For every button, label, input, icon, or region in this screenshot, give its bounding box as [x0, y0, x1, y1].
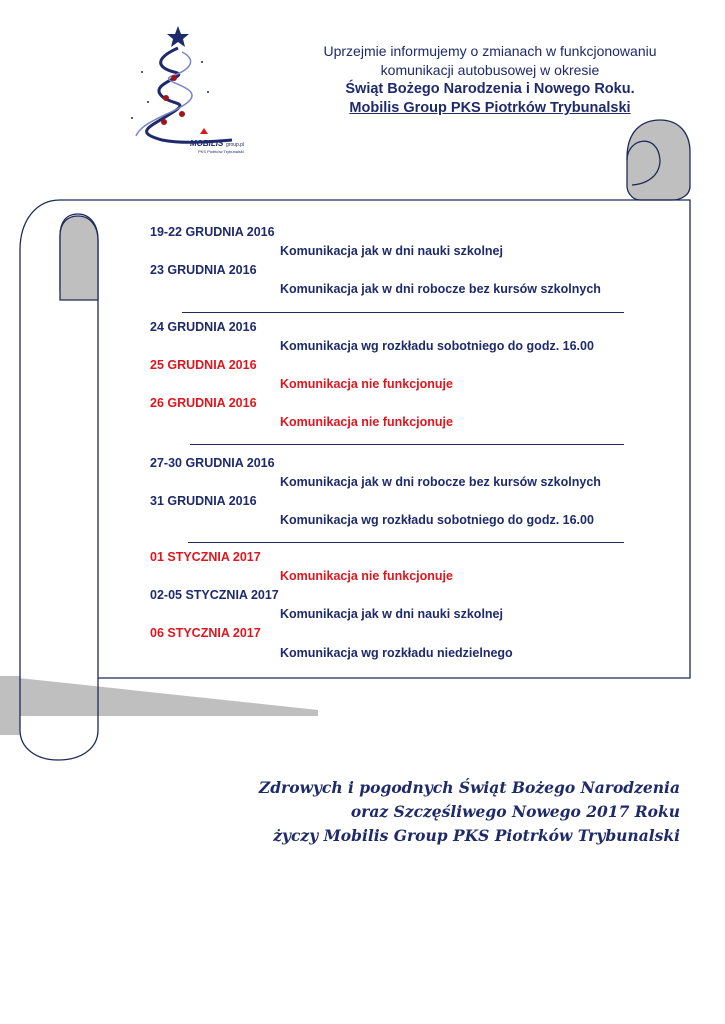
divider — [188, 542, 624, 543]
schedule-date: 27-30 GRUDNIA 2016 — [150, 456, 275, 470]
divider — [182, 312, 624, 313]
schedule-date: 25 GRUDNIA 2016 — [150, 358, 257, 372]
header-company-link[interactable]: Mobilis Group PKS Piotrków Trybunalski — [349, 100, 631, 116]
header-line-1: Uprzejmie informujemy o zmianach w funkcjonowaniu — [323, 43, 657, 59]
wishes-line-1: Zdrowych i pogodnych Świąt Bożego Narodzenia — [258, 778, 680, 797]
schedule-date: 31 GRUDNIA 2016 — [150, 494, 257, 508]
schedule-desc: Komunikacja wg rozkładu sobotniego do godz. 16.00 — [280, 513, 594, 527]
schedule-desc: Komunikacja wg rozkładu niedzielnego — [280, 646, 513, 660]
schedule-date: 01 STYCZNIA 2017 — [150, 550, 261, 564]
schedule-desc: Komunikacja wg rozkładu sobotniego do godz. 16.00 — [280, 339, 594, 353]
divider — [190, 444, 624, 445]
schedule-date: 23 GRUDNIA 2016 — [150, 263, 257, 277]
christmas-tree-icon — [112, 22, 262, 162]
schedule-date: 26 GRUDNIA 2016 — [150, 396, 257, 410]
schedule-desc: Komunikacja nie funkcjonuje — [280, 415, 453, 429]
scroll-shadow-bottom — [0, 676, 318, 716]
schedule-date: 24 GRUDNIA 2016 — [150, 320, 257, 334]
schedule-desc: Komunikacja jak w dni robocze bez kursów szkolnych — [280, 282, 601, 296]
schedule-date: 19-22 GRUDNIA 2016 — [150, 225, 275, 239]
schedule-desc: Komunikacja nie funkcjonuje — [280, 569, 453, 583]
header-line-2: komunikacji autobusowej w okresie — [380, 62, 600, 78]
holiday-wishes — [259, 776, 680, 848]
schedule-desc: Komunikacja jak w dni robocze bez kursów szkolnych — [280, 475, 601, 489]
scroll-shadow-left — [0, 676, 20, 735]
logo-suffix: group.pl — [226, 142, 245, 148]
schedule-desc: Komunikacja jak w dni nauki szkolnej — [280, 607, 503, 621]
logo-brand: MOBILIS — [190, 139, 224, 148]
header-line-3: Świąt Bożego Narodzenia i Nowego Roku. — [345, 81, 635, 97]
header — [260, 42, 720, 118]
logo — [112, 22, 262, 162]
logo-subtitle: PKS Piotrków Trybunalski — [198, 149, 244, 154]
wishes-line-3: życzy Mobilis Group PKS Piotrków Trybunalski — [273, 826, 680, 845]
schedule-desc: Komunikacja jak w dni nauki szkolnej — [280, 244, 503, 258]
scroll-curl-top-right — [627, 120, 690, 200]
schedule-date: 06 STYCZNIA 2017 — [150, 626, 261, 640]
schedule-date: 02-05 STYCZNIA 2017 — [150, 588, 279, 602]
wishes-line-2: oraz Szczęśliwego Nowego 2017 Roku — [350, 802, 680, 821]
schedule-desc: Komunikacja nie funkcjonuje — [280, 377, 453, 391]
